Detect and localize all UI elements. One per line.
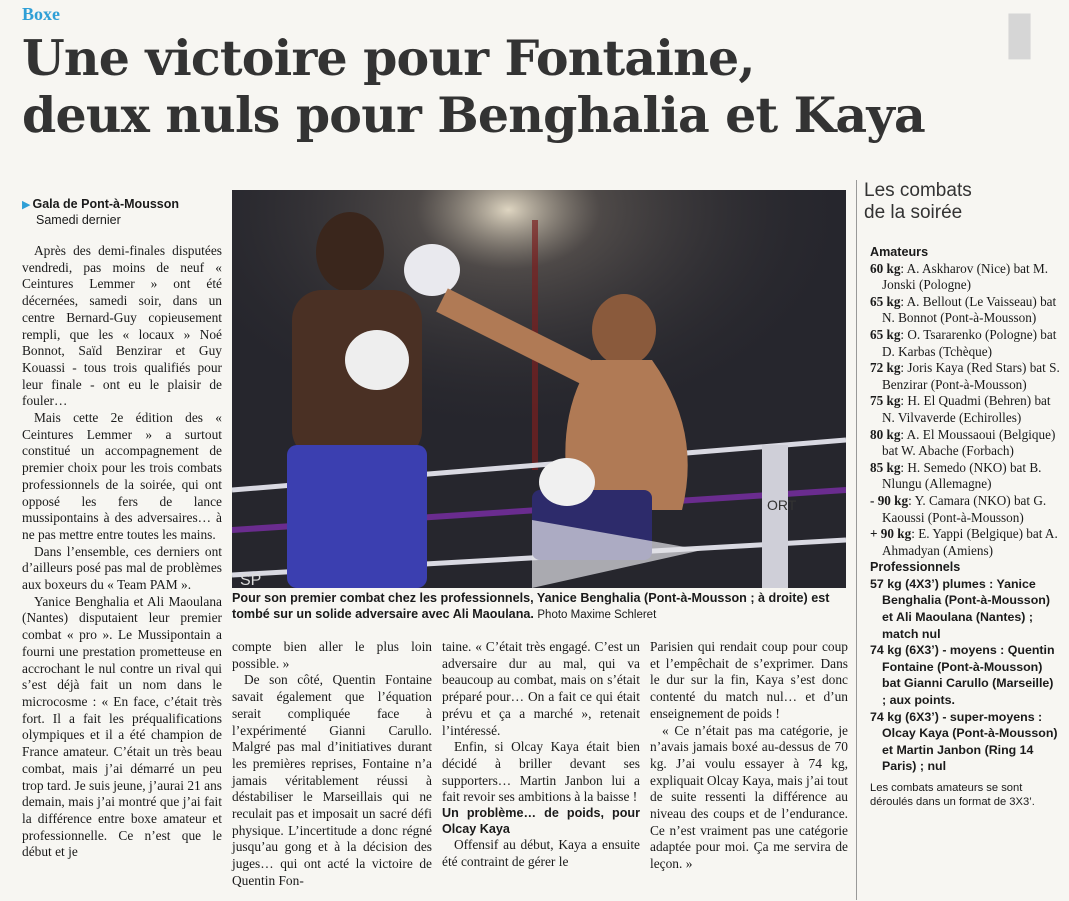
sidebar-title-line-2: de la soirée bbox=[864, 202, 963, 223]
paragraph: Mais cette 2e édition des « Ceintures Lemmer » a surtout constitué un accompagnement de premier choix pour les trois combats professionnels de la soirée, qui ont opposé les fers de lance mussipontains à des adversaires… à ne pas mettre entre toutes les mains. bbox=[22, 410, 222, 542]
result-entry: 80 kg: A. El Moussaoui (Belgique) bat W. Abache (Forbach) bbox=[870, 426, 1056, 459]
kicker-place: Gala de Pont-à-Mousson bbox=[32, 197, 180, 211]
paragraph: Après des demi-finales disputées vendredi, pas moins de neuf « Ceintures Lemmer » ont été décernées, samedi soir, dans un centre Bernard-Guy copieusement rempli, que les « locaux » Noé Bonnot, Saïd Benzirar et Guy Kouassi - tous trois qualifiés pour leur finale - ont eu le plaisir de fouler… bbox=[22, 243, 222, 409]
sidebar-results bbox=[856, 180, 1061, 224]
kicker-date: Samedi dernier bbox=[36, 213, 121, 227]
result-entry: 74 kg (6X3’) - super-moyens : Olcay Kaya (Pont-à-Mousson) et Martin Janbon (Ring 14 Paris) ; nul bbox=[870, 709, 1058, 774]
caption-text: Pour son premier combat chez les professionnels, Yanice Benghalia (Pont-à-Mousson ; à droite) est tombé sur un solide adversaire avec Ali Maoulana. bbox=[232, 591, 830, 621]
paragraph: Dans l’ensemble, ces derniers ont d’ailleurs posé pas mal de problèmes aux boxeurs du « Team PAM ». bbox=[22, 543, 222, 593]
paragraph: Parisien qui rendait coup pour coup et l’empêchait de s’exprimer. Dans le dur sur la fin, Kaya s’est donc contenté du match nul… et d’un enseignement de poids ! bbox=[650, 639, 848, 721]
paragraph: « Ce n’était pas ma catégorie, je n’avais jamais boxé au-dessus de 70 kg. J’ai voulu essayer à 74 kg, expliquait Olcay Kaya, mais j’ai tout de suite ressenti la différence au niveau des coups et de l’endurance. Ce n’est vraiment pas une catégorie adaptée pour moi. Ça me servira de leçon. » bbox=[650, 722, 848, 872]
result-entry: 85 kg: H. Semedo (NKO) bat B. Nlungu (Allemagne) bbox=[870, 459, 1042, 492]
amateurs-label: Amateurs bbox=[870, 245, 929, 259]
column-3 bbox=[442, 639, 640, 870]
column-2 bbox=[232, 639, 432, 890]
paragraph: Offensif au début, Kaya a ensuite été contraint de gérer le bbox=[442, 837, 640, 869]
result-entry: + 90 kg: E. Yappi (Belgique) bat A. Ahmadyan (Amiens) bbox=[870, 526, 1058, 558]
result-entry: 60 kg: A. Askharov (Nice) bat M. Jonski (Pologne) bbox=[870, 260, 1049, 293]
result-entry: 74 kg (6X3’) - moyens : Quentin Fontaine (Pont-à-Mousson) bat Gianni Carullo (Marseille) ; aux points. bbox=[870, 643, 1055, 708]
section-rubric: Boxe bbox=[22, 4, 60, 24]
bleed-through-ghost: ▮ bbox=[1003, 0, 1037, 65]
paragraph: taine. « C’était très engagé. C’est un adversaire dur au mal, qui va beaucoup au combat, mais on s’était préparé pour… On a fait ce qui était prévu et ça a marché », retenait l’intéressé. bbox=[442, 639, 640, 738]
paragraph: De son côté, Quentin Fontaine savait également que l’équation serait compliquée face à l’expérimenté Gianni Carullo. Malgré pas mal d’initiatives durant les premières reprises, Fontaine n’a jamais véritablement réussi à déstabiliser le Marseillais qui ne reculait pas et imposait un sacré défi physique. L’incertitude a donc régné jusqu’au gong et à la décision des juges… qui ont acté la victoire de Quentin Fon- bbox=[232, 672, 432, 888]
column-1 bbox=[22, 243, 222, 861]
sidebar-title-line-1: Les combats bbox=[864, 180, 972, 201]
photo-credit: Photo Maxime Schleret bbox=[537, 609, 657, 621]
result-entry: - 90 kg: Y. Camara (NKO) bat G. Kaoussi (Pont-à-Mousson) bbox=[870, 492, 1047, 525]
headline-line-2: deux nuls pour Benghalia et Kaya bbox=[22, 86, 926, 144]
svg-text:SP: SP bbox=[240, 572, 262, 588]
boxing-photo-illustration bbox=[232, 190, 846, 588]
result-entry: 65 kg: O. Tsararenko (Pologne) bat D. Karbas (Tchèque) bbox=[870, 326, 1057, 359]
column-4 bbox=[650, 639, 848, 873]
sidebar-divider bbox=[856, 180, 857, 900]
paragraph: Enfin, si Olcay Kaya était bien décidé à briller devant ses supporters… Martin Janbon lui a fait revoir ses ambitions à la baisse ! bbox=[442, 739, 640, 805]
headline-line-1: Une victoire pour Fontaine, bbox=[22, 29, 755, 87]
pros-label: Professionnels bbox=[870, 560, 961, 575]
photo-caption bbox=[232, 590, 846, 623]
kicker bbox=[22, 197, 227, 228]
result-entry: 75 kg: H. El Quadmi (Behren) bat N. Vilvaverde (Echirolles) bbox=[870, 393, 1051, 425]
svg-text:ORT: ORT bbox=[767, 497, 797, 513]
results-list bbox=[870, 244, 1062, 809]
format-note: Les combats amateurs se sont déroulés dans un format de 3X3’. bbox=[870, 782, 1035, 808]
paragraph: Yanice Benghalia et Ali Maoulana (Nantes) disputaient leur premier combat « pro ». Le Mussipontain a fourni une prestation prometteuse en accrochant le nul contre un rival qui s’est déjà fait un nom dans le microcosme : « En face, c’était très fort. Il a fait les préqualifications olympiques et il a été champion de France amateur. C’était un très beau combat, mais j’ai démarré un peu trop tard. Je suis jeune, j’aurai 21 ans demain, mais j’ai montré que j’ai fait la différence entre boxe amateur et professionnelle. Ce n’est que le début et je bbox=[22, 593, 222, 860]
result-entry: 65 kg: A. Bellout (Le Vaisseau) bat N. Bonnot (Pont-à-Mousson) bbox=[870, 293, 1057, 326]
subheading: Un problème… de poids, pour Olcay Kaya bbox=[442, 806, 640, 836]
boxing-photo bbox=[232, 190, 846, 588]
triangle-icon: ▶ bbox=[22, 199, 31, 211]
result-entry: 57 kg (4X3’) plumes : Yanice Benghalia (Pont-à-Mousson) et Ali Maoulana (Nantes) ; match nul bbox=[870, 576, 1050, 641]
sidebar-title bbox=[856, 180, 1061, 224]
headline bbox=[22, 30, 1002, 144]
paragraph: compte bien aller le plus loin possible. » bbox=[232, 639, 432, 671]
result-entry: 72 kg: Joris Kaya (Red Stars) bat S. Benzirar (Pont-à-Mousson) bbox=[870, 360, 1060, 392]
